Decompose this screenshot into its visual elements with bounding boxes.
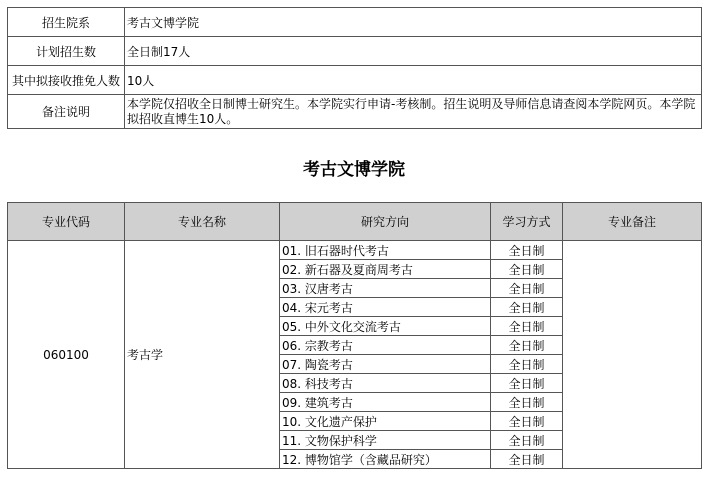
study-mode: 全日制 — [491, 298, 563, 317]
major-remark — [563, 241, 702, 469]
info-label: 其中拟接收推免人数 — [8, 66, 125, 95]
study-mode: 全日制 — [491, 374, 563, 393]
info-value: 10人 — [125, 66, 702, 95]
info-label: 招生院系 — [8, 8, 125, 37]
header-code: 专业代码 — [8, 203, 125, 241]
info-row-notes — [8, 95, 702, 129]
study-mode: 全日制 — [491, 336, 563, 355]
research-direction: 10. 文化遗产保护 — [280, 412, 491, 431]
major-name: 考古学 — [125, 241, 280, 469]
research-direction: 09. 建筑考古 — [280, 393, 491, 412]
info-value: 考古文博学院 — [125, 8, 702, 37]
info-value: 全日制17人 — [125, 37, 702, 66]
study-mode: 全日制 — [491, 260, 563, 279]
header-direction: 研究方向 — [280, 203, 491, 241]
study-mode: 全日制 — [491, 412, 563, 431]
header-remark: 专业备注 — [563, 203, 702, 241]
study-mode: 全日制 — [491, 241, 563, 260]
research-direction: 08. 科技考古 — [280, 374, 491, 393]
header-row — [8, 203, 702, 241]
research-direction: 12. 博物馆学（含藏品研究） — [280, 450, 491, 469]
study-mode: 全日制 — [491, 450, 563, 469]
research-direction: 04. 宋元考古 — [280, 298, 491, 317]
research-direction: 07. 陶瓷考古 — [280, 355, 491, 374]
info-row-department — [8, 8, 702, 37]
table-row — [8, 241, 702, 260]
info-label: 备注说明 — [8, 95, 125, 129]
section-title: 考古文博学院 — [303, 160, 405, 180]
info-table — [7, 7, 702, 129]
study-mode: 全日制 — [491, 317, 563, 336]
header-mode: 学习方式 — [491, 203, 563, 241]
research-direction: 11. 文物保护科学 — [280, 431, 491, 450]
header-major: 专业名称 — [125, 203, 280, 241]
info-label: 计划招生数 — [8, 37, 125, 66]
research-direction: 06. 宗教考古 — [280, 336, 491, 355]
study-mode: 全日制 — [491, 393, 563, 412]
research-direction: 01. 旧石器时代考古 — [280, 241, 491, 260]
research-direction: 02. 新石器及夏商周考古 — [280, 260, 491, 279]
study-mode: 全日制 — [491, 355, 563, 374]
program-body — [8, 241, 702, 469]
program-table — [7, 202, 702, 469]
major-code: 060100 — [8, 241, 125, 469]
study-mode: 全日制 — [491, 431, 563, 450]
research-direction: 03. 汉唐考古 — [280, 279, 491, 298]
study-mode: 全日制 — [491, 279, 563, 298]
research-direction: 05. 中外文化交流考古 — [280, 317, 491, 336]
info-row-plan — [8, 37, 702, 66]
info-notes: 本学院仅招收全日制博士研究生。本学院实行申请-考核制。招生说明及导师信息请查阅本学院网页。本学院拟招收直博生10人。 — [125, 95, 702, 129]
info-row-exempt — [8, 66, 702, 95]
